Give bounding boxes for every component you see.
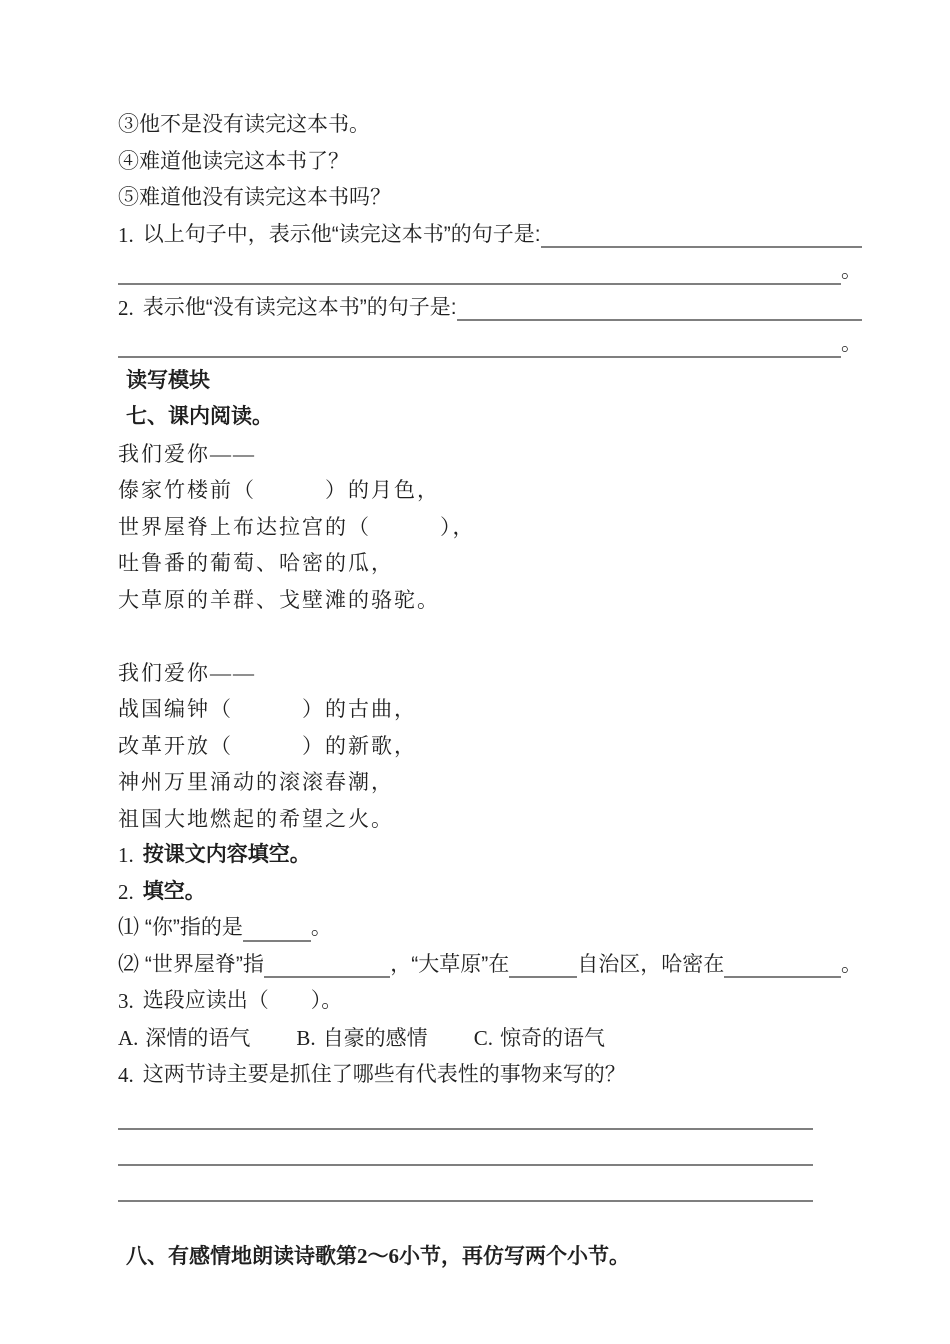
poem-line: 战国编钟（ ）的古曲， xyxy=(118,697,417,721)
section-8-range: 2～6 xyxy=(357,1244,399,1268)
option-b-label: 自豪的感情 xyxy=(322,1026,428,1050)
end-punctuation: 。 xyxy=(310,916,332,939)
section-heading-7: 七、课内阅读。 xyxy=(126,405,273,428)
fill-blank-2-text: 自治区，哈密在 xyxy=(577,952,725,976)
question-number: 3. xyxy=(118,989,134,1013)
end-punctuation: 。 xyxy=(841,332,862,355)
answer-blank xyxy=(457,319,862,321)
end-punctuation: 。 xyxy=(840,952,862,976)
fill-blank-1-text: ⑴ “你”指的是 xyxy=(118,916,243,939)
poem-line: 神州万里涌动的滚滚春潮， xyxy=(118,770,394,794)
choice-options xyxy=(118,1020,862,1058)
question-number: 4. xyxy=(118,1063,134,1087)
sentence-item: ④难道他读完这本书了？ xyxy=(118,149,349,173)
subquestion-3 xyxy=(118,983,862,1020)
section-heading-8 xyxy=(118,1238,862,1276)
answer-blank xyxy=(541,246,862,248)
question-number: 2. xyxy=(118,879,134,904)
answer-blank xyxy=(118,356,841,358)
answer-blank xyxy=(118,1128,813,1130)
subquestion-2-label: 填空。 xyxy=(142,879,206,903)
question-2-label: 表示他“没有读完这本书”的句子是: xyxy=(142,295,457,319)
sentence-item: ⑤难道他没有读完这本书吗？ xyxy=(118,186,391,209)
answer-blank xyxy=(724,976,841,978)
option-c xyxy=(474,1020,605,1058)
worksheet-page xyxy=(118,107,862,1276)
poem-line: 世界屋脊上布达拉宫的（ ）， xyxy=(118,514,476,539)
spacer xyxy=(118,1202,862,1239)
fill-blank-2-text: ⑵ “世界屋脊”指 xyxy=(118,952,264,976)
poem-line: 我们爱你—— xyxy=(118,660,256,685)
poem-line: 大草原的羊群、戈壁滩的骆驼。 xyxy=(118,587,440,612)
subquestion-2 xyxy=(118,874,862,911)
poem-line: 吐鲁番的葡萄、哈密的瓜， xyxy=(118,551,394,575)
poem-line: 祖国大地燃起的希望之火。 xyxy=(118,806,394,831)
poem-line: 我们爱你—— xyxy=(118,441,256,466)
stanza-separator xyxy=(118,618,862,655)
section-8-text: 小节，再仿写两个小节。 xyxy=(399,1245,630,1268)
answer-blank xyxy=(509,976,577,978)
option-letter: C. xyxy=(473,1025,493,1050)
subquestion-1 xyxy=(118,837,862,874)
question-1 xyxy=(118,217,862,254)
option-a xyxy=(118,1020,250,1058)
answer-blank xyxy=(264,976,390,978)
subquestion-1-label: 按课文内容填空。 xyxy=(142,843,311,866)
option-b xyxy=(296,1020,427,1058)
question-2-answer-line xyxy=(118,326,862,363)
answer-blank xyxy=(118,283,841,285)
question-1-label: 以上句子中，表示他“读完这本书”的句子是: xyxy=(142,222,541,246)
question-number: 1. xyxy=(118,222,134,247)
fill-blank-2 xyxy=(118,947,862,984)
poem-line: 傣家竹楼前（ ）的月色， xyxy=(118,478,440,502)
subquestion-4 xyxy=(118,1057,862,1094)
sentence-item: ③他不是没有读完这本书。 xyxy=(118,113,370,136)
question-number: 1. xyxy=(118,843,134,867)
end-punctuation: 。 xyxy=(841,259,862,282)
option-c-label: 惊奇的语气 xyxy=(499,1026,605,1050)
option-letter: B. xyxy=(296,1025,316,1050)
option-letter: A. xyxy=(118,1025,139,1050)
question-2 xyxy=(118,290,862,327)
subquestion-3-label: 选段应读出（ ）。 xyxy=(142,989,343,1012)
fill-blank-1 xyxy=(118,910,862,947)
option-a-label: 深情的语气 xyxy=(145,1026,251,1050)
section-heading-module: 读写模块 xyxy=(126,368,210,392)
subquestion-4-label: 这两节诗主要是抓住了哪些有代表性的事物来写的？ xyxy=(142,1063,626,1086)
answer-blank xyxy=(118,1164,813,1166)
fill-blank-2-text: ，“大草原”在 xyxy=(390,952,510,976)
question-1-answer-line xyxy=(118,253,862,290)
answer-blank xyxy=(243,940,311,942)
poem-line: 改革开放（ ）的新歌， xyxy=(118,733,417,758)
question-number: 2. xyxy=(118,295,134,320)
section-8-text: 八、有感情地朗读诗歌第 xyxy=(126,1245,357,1268)
